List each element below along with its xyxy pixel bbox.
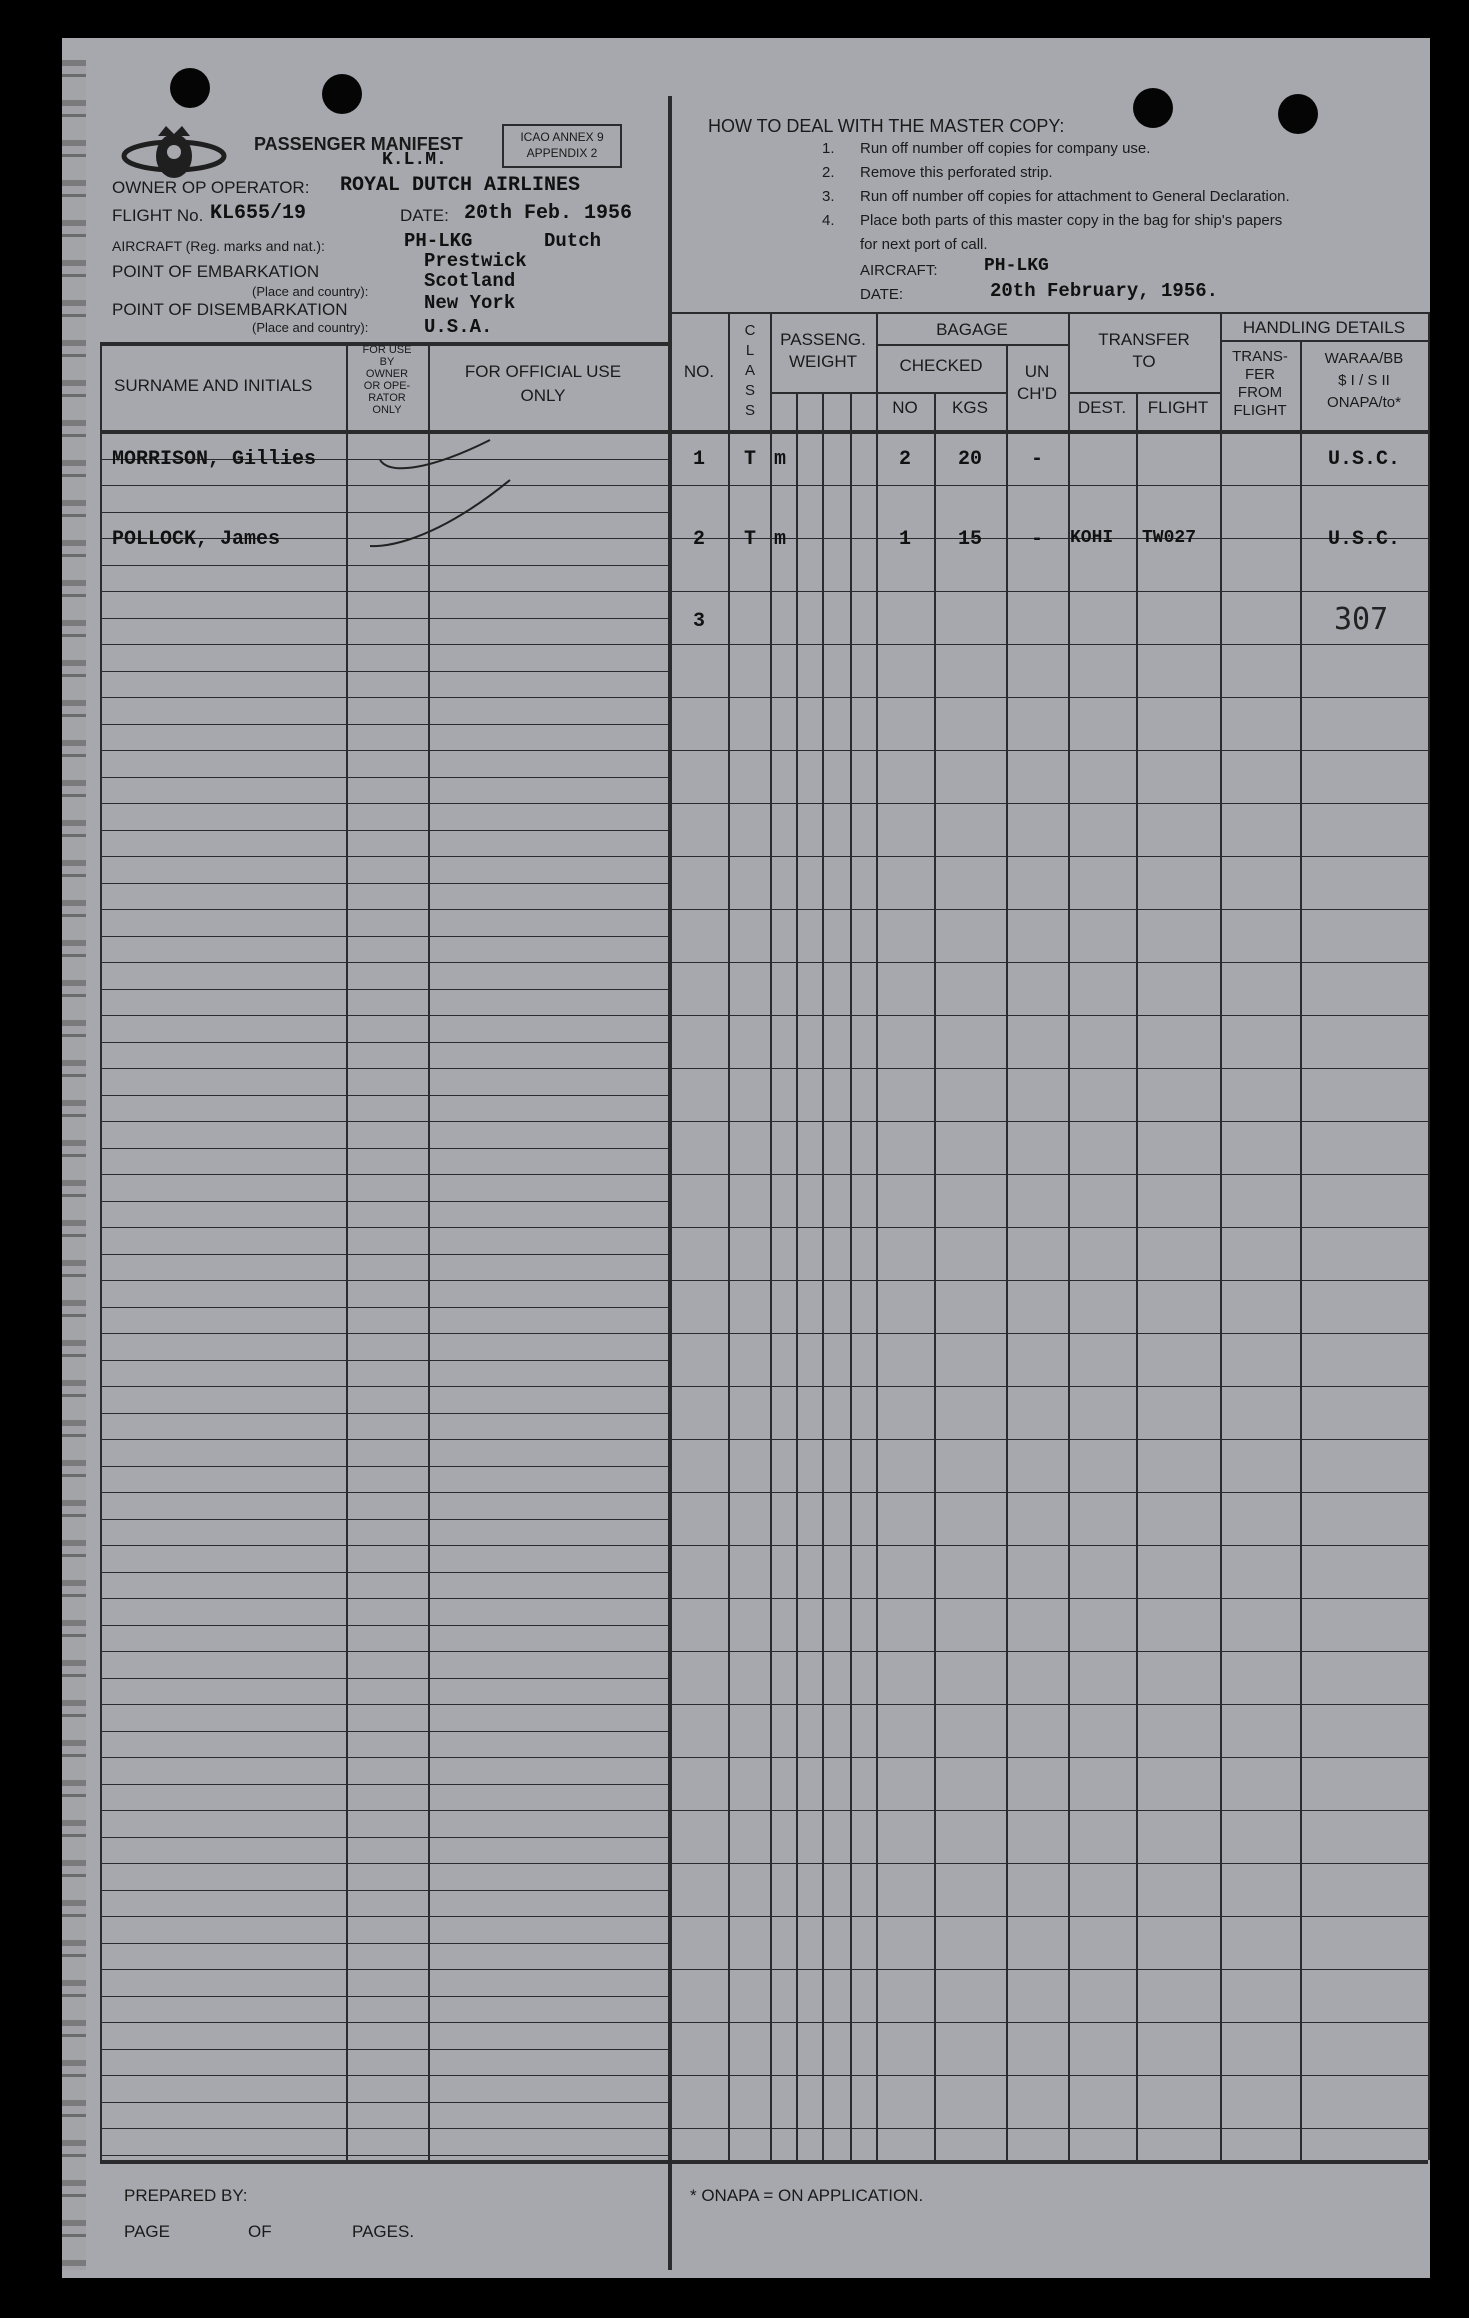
instructions-title: HOW TO DEAL WITH THE MASTER COPY: [708, 116, 1065, 136]
col-line [1068, 312, 1070, 2160]
weight-subcol-line [822, 392, 824, 2160]
col-transfer: TRANSFER [1098, 330, 1190, 349]
instruction-num-4: 4. [822, 212, 835, 229]
row-rule [100, 1333, 668, 1334]
row-rule [100, 1307, 668, 1308]
icao-annex-box [502, 124, 622, 168]
col-line [1220, 312, 1222, 2160]
owner-label: OWNER OP OPERATOR: [112, 178, 310, 197]
instruction-text-4-cont: for next port of call. [860, 236, 988, 253]
row-rule [100, 1678, 668, 1679]
row-rule [100, 724, 668, 725]
col-transfer-2: TO [1132, 352, 1156, 371]
row-rule [670, 1015, 1428, 1016]
col-handling: HANDLING DETAILS [1242, 318, 1406, 337]
pages-label: PAGES. [352, 2222, 415, 2241]
row-rule [100, 1121, 668, 1122]
row-rule [670, 2128, 1428, 2129]
prepared-by-label: PREPARED BY: [124, 2186, 248, 2205]
row-rule [100, 2022, 668, 2023]
col-official-use: FOR OFFICIAL USE [464, 362, 622, 381]
row-rule [100, 909, 668, 910]
instruction-text-1: Run off number off copies for company use. [860, 140, 1151, 157]
row-rule [100, 1201, 668, 1202]
passenger-1-weight: m [774, 448, 787, 471]
row-rule [100, 803, 668, 804]
instruction-text-2: Remove this perforated strip. [860, 164, 1053, 181]
row-rule [670, 1174, 1428, 1175]
passenger-1-name: MORRISON, Gillies [112, 448, 317, 471]
row-rule [100, 1757, 668, 1758]
airline-short: K.L.M. [382, 150, 447, 170]
col-line [428, 342, 430, 2160]
checked-divider [876, 392, 1006, 394]
instruction-text-4: Place both parts of this master copy in the bag for ship's papers [860, 212, 1283, 229]
master-date-value: 20th February, 1956. [990, 280, 1219, 302]
master-date-label: DATE: [860, 286, 904, 303]
instruction-num-2: 2. [822, 164, 835, 181]
embark-country: Scotland [424, 270, 516, 292]
col-official-use-2: ONLY [520, 386, 566, 405]
row-rule [100, 1360, 668, 1361]
passenger-2-unchd: - [1030, 528, 1043, 551]
row-rule [100, 2102, 668, 2103]
row-rule [100, 856, 668, 857]
row-rule [670, 2022, 1428, 2023]
col-line [728, 312, 730, 2160]
punch-hole [1133, 88, 1173, 128]
owner-value: ROYAL DUTCH AIRLINES [340, 174, 581, 197]
row-rule [100, 1227, 668, 1228]
row-rule [100, 1731, 668, 1732]
col-line [100, 342, 102, 2160]
row-rule [100, 1413, 668, 1414]
passenger-2-name: POLLOCK, James [112, 528, 281, 551]
col-bag-no: NO [892, 398, 918, 417]
passenger-2-bag-no: 1 [898, 528, 911, 551]
row-rule [670, 962, 1428, 963]
passenger-1-bag-no: 2 [898, 448, 911, 471]
instruction-num-3: 3. [822, 188, 835, 205]
row-rule [100, 936, 668, 937]
row-rule [670, 909, 1428, 910]
onapa-note: * ONAPA = ON APPLICATION. [690, 2186, 924, 2205]
pen-check-mark [370, 430, 550, 570]
passenger-2-class: T [743, 528, 756, 551]
row-rule [100, 1068, 668, 1069]
row-rule [670, 1810, 1428, 1811]
aircraft-value: PH-LKG [404, 230, 473, 252]
row-rule [670, 1386, 1428, 1387]
row-rule [100, 1439, 668, 1440]
col-checked: CHECKED [899, 356, 983, 375]
row-rule [100, 1810, 668, 1811]
row-rule [100, 1148, 668, 1149]
row-rule [100, 1572, 668, 1573]
row-rule [100, 883, 668, 884]
row-rule [100, 1890, 668, 1891]
manifest-title: PASSENGER MANIFEST [254, 134, 463, 154]
row-rule [670, 1121, 1428, 1122]
col-kgs: KGS [952, 398, 988, 417]
instruction-text-3: Run off number off copies for attachment to General Declaration. [860, 188, 1290, 205]
master-aircraft-value: PH-LKG [984, 256, 1049, 276]
row-rule [670, 485, 1428, 486]
disembark-country: U.S.A. [424, 316, 493, 338]
disembark-label: POINT OF DISEMBARKATION [112, 300, 348, 319]
row-rule [100, 2155, 668, 2156]
row-rule [100, 1466, 668, 1467]
col-line [1136, 392, 1138, 2160]
row-rule [100, 1519, 668, 1520]
passenger-1-handling: U.S.C. [1327, 448, 1400, 471]
row-rule [670, 1280, 1428, 1281]
weight-divider [770, 392, 876, 394]
row-rule [100, 750, 668, 751]
row-rule [100, 1095, 668, 1096]
row-rule [100, 830, 668, 831]
row-rule [100, 671, 668, 672]
row-rule [100, 2128, 668, 2129]
row-rule [100, 1704, 668, 1705]
row-rule [670, 644, 1428, 645]
row-rule [100, 1492, 668, 1493]
embark-label: POINT OF EMBARKATION [112, 262, 320, 281]
perforated-strip-edge [62, 60, 86, 2270]
row-rule [100, 644, 668, 645]
col-line [346, 342, 348, 2160]
row-rule [100, 1863, 668, 1864]
row-rule [100, 1386, 668, 1387]
disembark-sub: (Place and country): [252, 320, 369, 335]
passenger-1-class: T [743, 448, 756, 471]
row-rule [670, 697, 1428, 698]
flight-value: KL655/19 [210, 202, 307, 225]
of-label: OF [248, 2222, 272, 2241]
transfer-divider [1068, 392, 1220, 394]
col-pass-weight-2: WEIGHT [789, 352, 857, 371]
passenger-2-handling: U.S.C. [1327, 528, 1400, 551]
col-line [1300, 340, 1302, 2160]
row-rule [100, 591, 668, 592]
aircraft-nationality: Dutch [544, 230, 602, 252]
row-rule [670, 750, 1428, 751]
bagage-divider [876, 344, 1068, 346]
row-rule [670, 1439, 1428, 1440]
embark-place: Prestwick [424, 250, 527, 272]
row-rule [100, 1042, 668, 1043]
row-rule [100, 1916, 668, 1917]
row-3-no: 3 [692, 610, 705, 633]
col-no: NO. [683, 362, 715, 381]
row-rule [670, 1068, 1428, 1069]
row-rule [670, 1916, 1428, 1917]
row-rule [100, 1625, 668, 1626]
col-bagage: BAGAGE [936, 320, 1008, 339]
row-rule [670, 2075, 1428, 2076]
handling-divider [1220, 340, 1428, 342]
passenger-2-flight: TW027 [1142, 528, 1197, 548]
col-unchd: UN [1024, 362, 1050, 381]
perforation-divider [668, 96, 672, 2270]
handwritten-number: 307 [1334, 602, 1389, 637]
embark-sub: (Place and country): [252, 284, 369, 299]
instruction-num-1: 1. [822, 140, 835, 157]
weight-subcol-line [796, 392, 798, 2160]
row-rule [670, 1333, 1428, 1334]
row-rule [670, 1492, 1428, 1493]
header-divider-right [668, 312, 1428, 314]
flight-label: FLIGHT No. [112, 206, 204, 225]
row-rule [670, 1545, 1428, 1546]
row-rule [670, 1863, 1428, 1864]
row-rule [100, 989, 668, 990]
row-rule [670, 1757, 1428, 1758]
row-rule [100, 697, 668, 698]
passenger-1-unchd: - [1030, 448, 1043, 471]
punch-hole [322, 74, 362, 114]
row-rule [100, 1174, 668, 1175]
table-bottom [100, 2160, 1428, 2164]
row-rule [100, 1969, 668, 1970]
row-rule [100, 1784, 668, 1785]
page-label: PAGE [124, 2222, 170, 2241]
row-rule [100, 1015, 668, 1016]
row-rule [100, 1545, 668, 1546]
col-line [876, 312, 878, 2160]
row-rule [100, 1651, 668, 1652]
col-line [770, 312, 772, 2160]
row-rule [670, 591, 1428, 592]
aircraft-label: AIRCRAFT (Reg. marks and nat.): [112, 238, 325, 254]
row-rule [100, 777, 668, 778]
row-rule [670, 1598, 1428, 1599]
row-rule [100, 1598, 668, 1599]
col-surname: SURNAME AND INITIALS [114, 376, 313, 395]
row-rule [100, 2075, 668, 2076]
icao-annex-line1: ICAO ANNEX 9 [520, 130, 604, 144]
col-pass-weight: PASSENG. [780, 330, 866, 349]
passenger-1-no: 1 [692, 448, 705, 471]
col-dest: DEST. [1077, 398, 1127, 417]
row-rule [670, 1651, 1428, 1652]
passenger-2-no: 2 [692, 528, 705, 551]
row-rule [100, 1996, 668, 1997]
row-rule [100, 2049, 668, 2050]
row-rule [670, 1969, 1428, 1970]
klm-crown-logo-icon [114, 122, 234, 186]
row-rule [100, 1837, 668, 1838]
row-rule [670, 856, 1428, 857]
row-rule [670, 1704, 1428, 1705]
col-unchd-2: CH'D [1016, 384, 1058, 403]
passenger-2-dest: KOHI [1070, 528, 1114, 548]
icao-annex-line2: APPENDIX 2 [526, 146, 598, 160]
col-line [1006, 344, 1008, 2160]
row-rule [670, 803, 1428, 804]
punch-hole [1278, 94, 1318, 134]
punch-hole [170, 68, 210, 108]
row-rule [100, 1943, 668, 1944]
row-rule [100, 962, 668, 963]
row-rule [670, 1227, 1428, 1228]
master-aircraft-label: AIRCRAFT: [860, 262, 938, 279]
date-value: 20th Feb. 1956 [464, 202, 633, 225]
row-rule [100, 1254, 668, 1255]
col-flight: FLIGHT [1147, 398, 1209, 417]
passenger-2-weight: m [774, 528, 787, 551]
date-label: DATE: [400, 206, 449, 225]
passenger-2-kgs: 15 [957, 528, 982, 551]
row-rule [100, 618, 668, 619]
disembark-place: New York [424, 292, 516, 314]
col-line [1428, 312, 1430, 2160]
weight-subcol-line [850, 392, 852, 2160]
column-header-bottom [100, 430, 1428, 434]
passenger-1-kgs: 20 [957, 448, 982, 471]
row-rule [100, 1280, 668, 1281]
col-line [934, 392, 936, 2160]
